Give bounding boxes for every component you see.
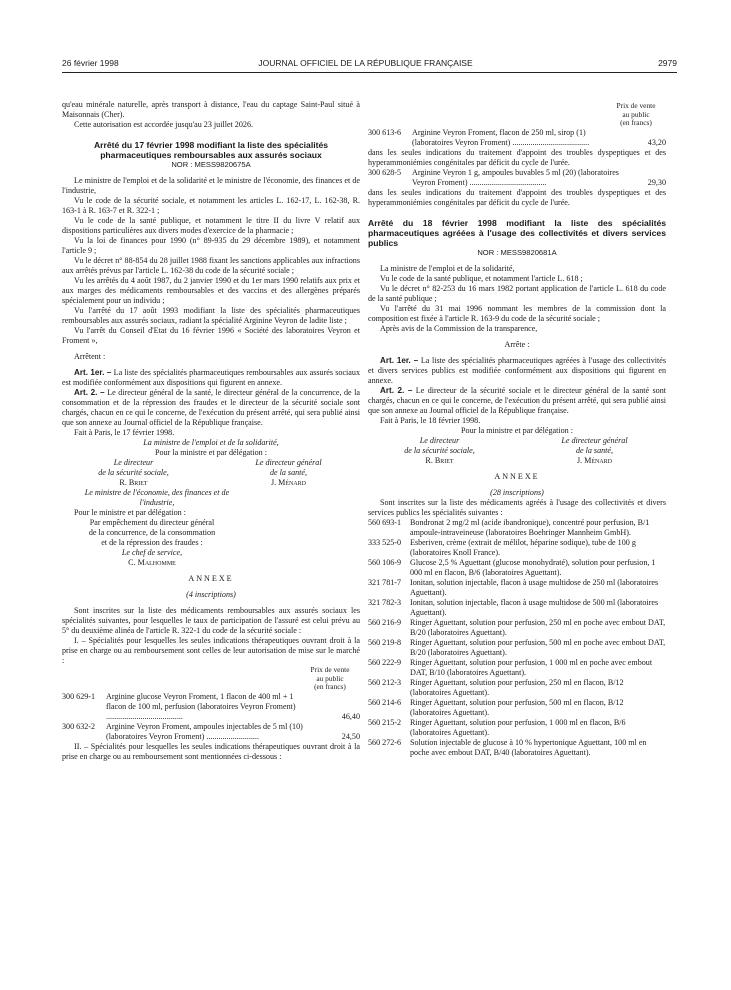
- arrete-2-arrete: Arrête :: [504, 339, 530, 349]
- signature-name: R. Briet: [119, 478, 148, 487]
- signature-name: C. Malhomme: [128, 558, 176, 567]
- signature-title: Le directeur: [113, 458, 154, 467]
- empechement-line: Par empêchement du directeur général: [89, 518, 215, 527]
- medication-code: 560 214-6: [368, 697, 402, 707]
- medication-description: Esberiven, crème (extrait de mélilot, héparine sodique), tube de 100 g (laboratoires Knoll France).: [410, 537, 636, 557]
- header-rule: [62, 72, 677, 73]
- price-column-head: [62, 666, 360, 692]
- annexe-heading: ANNEXE: [188, 574, 234, 583]
- annexe-count: (28 inscriptions): [490, 487, 544, 497]
- arrete-1-signatures: [62, 458, 360, 488]
- annexe-section-1: I. – Spécialités pour lesquelles les seules indications thérapeutiques ouvrant droit à la prise en charge ou au remboursement sont celles de leur autorisation de mise sur le marché :: [62, 636, 360, 665]
- arrete-1-para: Vu le code de la santé publique, et notamment le titre II du livre V relatif aux dispositions particulières aux divers modes d'exercice de la pharmacie ;: [62, 216, 360, 235]
- medication-row: [368, 558, 666, 578]
- arrete-1-para: Vu les arrêtés du 4 août 1987, du 2 janvier 1990 et du 1er mars 1990 relatifs aux prix et aux marges des médicaments remboursables et des vaccins et des allergènes préparés spécialement pour un individu ;: [62, 276, 360, 305]
- arrete-2-delegation: Pour la ministre et par délégation :: [461, 425, 573, 435]
- item-price: 24,50: [341, 731, 360, 741]
- signature-name: J. Ménard: [270, 478, 307, 487]
- medication-description: Ringer Aguettant, solution pour perfusion, 250 ml en flacon, B/12 (laboratoires Aguettant).: [410, 677, 624, 697]
- arrete-1-delegation-2: Pour le ministre et par délégation :: [74, 508, 186, 517]
- medication-code: 560 212-3: [368, 677, 402, 687]
- price-head-line: (en francs): [314, 682, 346, 691]
- price-head-line: Prix de vente: [310, 665, 350, 674]
- arrete-1-article-2: [62, 388, 360, 428]
- article-text: Le directeur général de la santé, le directeur général de la concurrence, de la consommation et de la répression des fraudes et le directeur de la sécurité sociale sont chargés, chacun en ce qui le concerne, de l'exécution du présent arrêté, qui sera publié ainsi que son annexe au Journal officiel de la République française.: [62, 388, 360, 427]
- medication-row: [368, 618, 666, 638]
- signature-title: Le directeur: [419, 435, 460, 445]
- arrete-1-delegation: Pour la ministre et par délégation :: [155, 448, 267, 457]
- signature-title: Le directeur général: [561, 435, 628, 445]
- medication-row: [368, 538, 666, 558]
- price-column-head: [368, 102, 666, 128]
- price-list-item: [62, 722, 360, 742]
- arrete-1-minister: La ministre de l'emploi et de la solidarité,: [143, 438, 279, 447]
- signature-title: de la sécurité sociale,: [404, 445, 475, 455]
- signature-title: de la santé,: [269, 468, 308, 477]
- item-price: 46,40: [341, 711, 360, 721]
- arrete-2-title: Arrêté du 18 février 1998 modifiant la liste des spécialités pharmaceutiques agréées à l'usage des collectivités et divers services publics: [368, 217, 666, 248]
- item-indication: dans les seules indications du traitement d'appoint des troubles dyspeptiques et des hyperammoniémies congénitales par déficit du cycle de l'urée.: [368, 147, 666, 167]
- article-text: Le directeur de la sécurité sociale et le directeur général de la santé sont chargés, chacun en ce qui le concerne, de l'exécution du présent arrêté, qui sera publié ainsi que son annexe au Journal officiel de la République française.: [368, 385, 666, 415]
- medication-code: 560 106-9: [368, 557, 402, 567]
- annexe-heading: ANNEXE: [494, 471, 540, 481]
- annexe-intro: Sont inscrites sur la liste des médicaments remboursables aux assurés sociaux les spécialités suivantes, pour lesquelles le taux de participation de l'assuré est celui prévu au 5° du deuxième alinéa de l'article R. 322-1 du code de la sécurité sociale :: [62, 606, 360, 635]
- empechement-line: de la concurrence, de la consommation: [88, 528, 216, 537]
- arrete-1-minister-2: Le ministre de l'économie, des finances et de l'industrie,: [84, 488, 230, 507]
- article-label: Art. 2. –: [380, 385, 413, 395]
- annexe-intro: Sont inscrites sur la liste des médicaments agréés à l'usage des collectivités et divers services publics les spécialités suivantes :: [368, 497, 666, 517]
- medication-code: 560 272-6: [368, 737, 402, 747]
- header-journal-title: JOURNAL OFFICIEL DE LA RÉPUBLIQUE FRANÇAISE: [258, 58, 473, 68]
- medication-code: 560 216-9: [368, 617, 402, 627]
- medication-row: [368, 598, 666, 618]
- medication-description: Bondronat 2 mg/2 ml (acide ibandronique), concentré pour perfusion, B/1 ampoule-intraveineuse (laboratoires Boehringer Mannheim GmbH).: [410, 517, 650, 537]
- article-text: La liste des spécialités pharmaceutiques agréées à l'usage des collectivités et divers services publics est modifiée conformément aux dispositions qui figurent en annexe.: [368, 355, 666, 385]
- item-text: Arginine Veyron Froment, flacon de 250 ml, sirop (1) (laboratoires Veyron Froment) ......................................: [412, 127, 590, 147]
- medication-row: [368, 578, 666, 598]
- price-head-line: au public: [316, 673, 344, 683]
- medication-description: Ringer Aguettant, solution pour perfusion, 1 000 ml en poche avec embout DAT, B/10 (laboratoires Aguettant).: [410, 657, 653, 677]
- medication-description: Glucose 2,5 % Aguettant (glucose monohydraté), solution pour perfusion, 1 000 ml en flacon, B/6 (laboratoires Aguettant).: [410, 557, 656, 577]
- left-column: [62, 100, 360, 762]
- item-code: 300 632-2: [62, 721, 96, 731]
- arrete-1-para: Vu la loi de finances pour 1990 (n° 89-935 du 29 décembre 1989), et notamment l'article 9 ;: [62, 236, 360, 255]
- arrete-1-fait: Fait à Paris, le 17 février 1998.: [74, 428, 175, 437]
- medication-description: Ionitan, solution injectable, flacon à usage multidose de 250 ml (laboratoires Aguettant).: [410, 577, 659, 597]
- medication-description: Solution injectable de glucose à 10 % hypertonique Aguettant, 100 ml en poche avec embout DAT, B/40 (laboratoires Aguettant).: [410, 737, 647, 757]
- medication-description: Ringer Aguettant, solution pour perfusion, 500 ml en flacon, B/12 (laboratoires Aguettant).: [410, 697, 624, 717]
- medication-row: [368, 738, 666, 758]
- medication-code: 560 693-1: [368, 517, 402, 527]
- arrete-2-para: Vu l'arrêté du 31 mai 1996 nommant les membres de la commission dont la composition est fixée à l'article R. 163-9 du code de la sécurité sociale ;: [368, 303, 666, 323]
- price-head-line: (en francs): [620, 118, 652, 127]
- arrete-1-para: Vu l'arrêté du 17 août 1993 modifiant la liste des spécialités pharmaceutiques remboursables aux assurés sociaux, radiant la spécialité Arginine Veyron de ladite liste ;: [62, 306, 360, 325]
- medication-code: 560 215-2: [368, 717, 402, 727]
- medication-row: [368, 638, 666, 658]
- arrete-1-nor: NOR : MESS9820675A: [171, 160, 251, 169]
- annexe-section-2: II. – Spécialités pour lesquelles les seules indications thérapeutiques ouvrant droit à la prise en charge ou au remboursement sont mentionnées ci-dessous :: [62, 741, 360, 761]
- arrete-2-para: Vu le code de la santé publique, et notamment l'article L. 618 ;: [380, 273, 583, 283]
- signature-name: R. Briet: [425, 455, 454, 465]
- item-text: Arginine glucose Veyron Froment, 1 flacon de 400 ml + 1 flacon de 100 ml, perfusion (laboratoires Veyron Froment) ......................................: [106, 691, 296, 721]
- article-label: Art. 2. –: [74, 388, 105, 397]
- medication-code: 560 222-9: [368, 657, 402, 667]
- medication-description: Ringer Aguettant, solution pour perfusion, 500 ml en poche avec embout DAT, B/20 (laboratoires Aguettant).: [410, 637, 666, 657]
- medication-code: 560 219-8: [368, 637, 402, 647]
- item-code: 300 629-1: [62, 691, 96, 701]
- arrete-2-signatures: [368, 436, 666, 466]
- arrete-1-para: Le ministre de l'emploi et de la solidarité et le ministre de l'économie, des finances et de l'industrie,: [62, 176, 360, 195]
- item-code: 300 628-5: [368, 167, 402, 177]
- arrete-1-para: Vu le décret n° 88-854 du 28 juillet 1988 fixant les sanctions applicables aux infractions aux arrêtés prévus par l'article L. 162-38 du code de la sécurité sociale ;: [62, 256, 360, 275]
- arrete-2-para: Après avis de la Commission de la transparence,: [380, 323, 538, 333]
- price-list-item: [62, 692, 360, 722]
- medication-row: [368, 658, 666, 678]
- arrete-2-nor: NOR : MESS9820681A: [477, 247, 557, 257]
- medication-code: 333 525-0: [368, 537, 402, 547]
- medication-row: [368, 518, 666, 538]
- price-head-line: Prix de vente: [616, 101, 656, 110]
- price-list-item: [368, 128, 666, 148]
- item-price: 29,30: [647, 177, 666, 187]
- intro-paragraph-2: Cette autorisation est accordée jusqu'au 23 juillet 2026.: [74, 120, 254, 129]
- arrete-1-empechement: [62, 518, 242, 568]
- item-text: Arginine Veyron Froment, ampoules injectables de 5 ml (10) (laboratoires Veyron Froment) ..........................: [106, 721, 303, 741]
- arrete-2-article-1: [368, 356, 666, 386]
- header-date: 26 février 1998: [62, 58, 119, 68]
- article-text: La liste des spécialités pharmaceutiques remboursables aux assurés sociaux est modifiée conformément aux dispositions qui figurent en annexe.: [62, 368, 360, 387]
- arrete-1-title: Arrêté du 17 février 1998 modifiant la liste des spécialités pharmaceutiques remboursables aux assurés sociaux: [93, 140, 329, 160]
- medication-row: [368, 678, 666, 698]
- right-column: [368, 102, 666, 758]
- arrete-2-para: La ministre de l'emploi et de la solidarité,: [380, 263, 515, 273]
- price-head-line: au public: [622, 109, 650, 119]
- medication-code: 321 781-7: [368, 577, 402, 587]
- intro-paragraph: qu'eau minérale naturelle, après transport à distance, l'eau du captage Saint-Paul situé à Maisonnais (Cher).: [62, 100, 360, 119]
- item-code: 300 613-6: [368, 127, 402, 137]
- signature-title: de la santé,: [575, 445, 614, 455]
- price-list-item: [368, 168, 666, 188]
- arrete-1-article-1: [62, 368, 360, 388]
- medication-row: [368, 718, 666, 738]
- signature-name: J. Ménard: [576, 455, 613, 465]
- item-indication: dans les seules indications du traitement d'appoint des troubles dyspeptiques et des hyperammoniémies congénitales par déficit du cycle de l'urée.: [368, 187, 666, 207]
- arrete-1-para: Vu l'arrêt du Conseil d'Etat du 16 février 1996 « Société des laboratoires Veyron et Froment »,: [62, 326, 360, 345]
- item-text: Arginine Veyron 1 g, ampoules buvables 5 ml (20) (laboratoires Veyron Froment) ......................................: [412, 167, 619, 187]
- signature-title: de la sécurité sociale,: [98, 468, 169, 477]
- article-label: Art. 1er. –: [74, 368, 112, 377]
- arrete-2-fait: Fait à Paris, le 18 février 1998.: [380, 415, 481, 425]
- arrete-2-para: Vu le décret n° 82-253 du 16 mars 1982 portant application de l'article L. 618 du code de la santé publique ;: [368, 283, 666, 303]
- medication-list: [368, 518, 666, 758]
- arrete-1-arretent: Arrêtent :: [74, 352, 106, 361]
- article-label: Art. 1er. –: [380, 355, 419, 365]
- medication-description: Ringer Aguettant, solution pour perfusion, 1 000 ml en flacon, B/6 (laboratoires Aguettant).: [410, 717, 626, 737]
- item-price: 43,20: [647, 137, 666, 147]
- medication-row: [368, 698, 666, 718]
- medication-description: Ionitan, solution injectable, flacon à usage multidose de 500 ml (laboratoires Aguettant).: [410, 597, 659, 617]
- header-page-number: 2979: [658, 58, 677, 68]
- signature-title: Le chef de service,: [121, 548, 183, 557]
- signature-title: Le directeur général: [255, 458, 322, 467]
- arrete-2-article-2: [368, 386, 666, 416]
- empechement-line: et de la répression des fraudes :: [101, 538, 203, 547]
- medication-description: Ringer Aguettant, solution pour perfusion, 250 ml en poche avec embout DAT, B/20 (laboratoires Aguettant).: [410, 617, 666, 637]
- medication-code: 321 782-3: [368, 597, 402, 607]
- arrete-1-para: Vu le code de la sécurité sociale, et notamment les articles L. 162-17, L. 162-38, R. 163-1 à R. 163-7 et R. 322-1 ;: [62, 196, 360, 215]
- annexe-count: (4 inscriptions): [186, 590, 236, 599]
